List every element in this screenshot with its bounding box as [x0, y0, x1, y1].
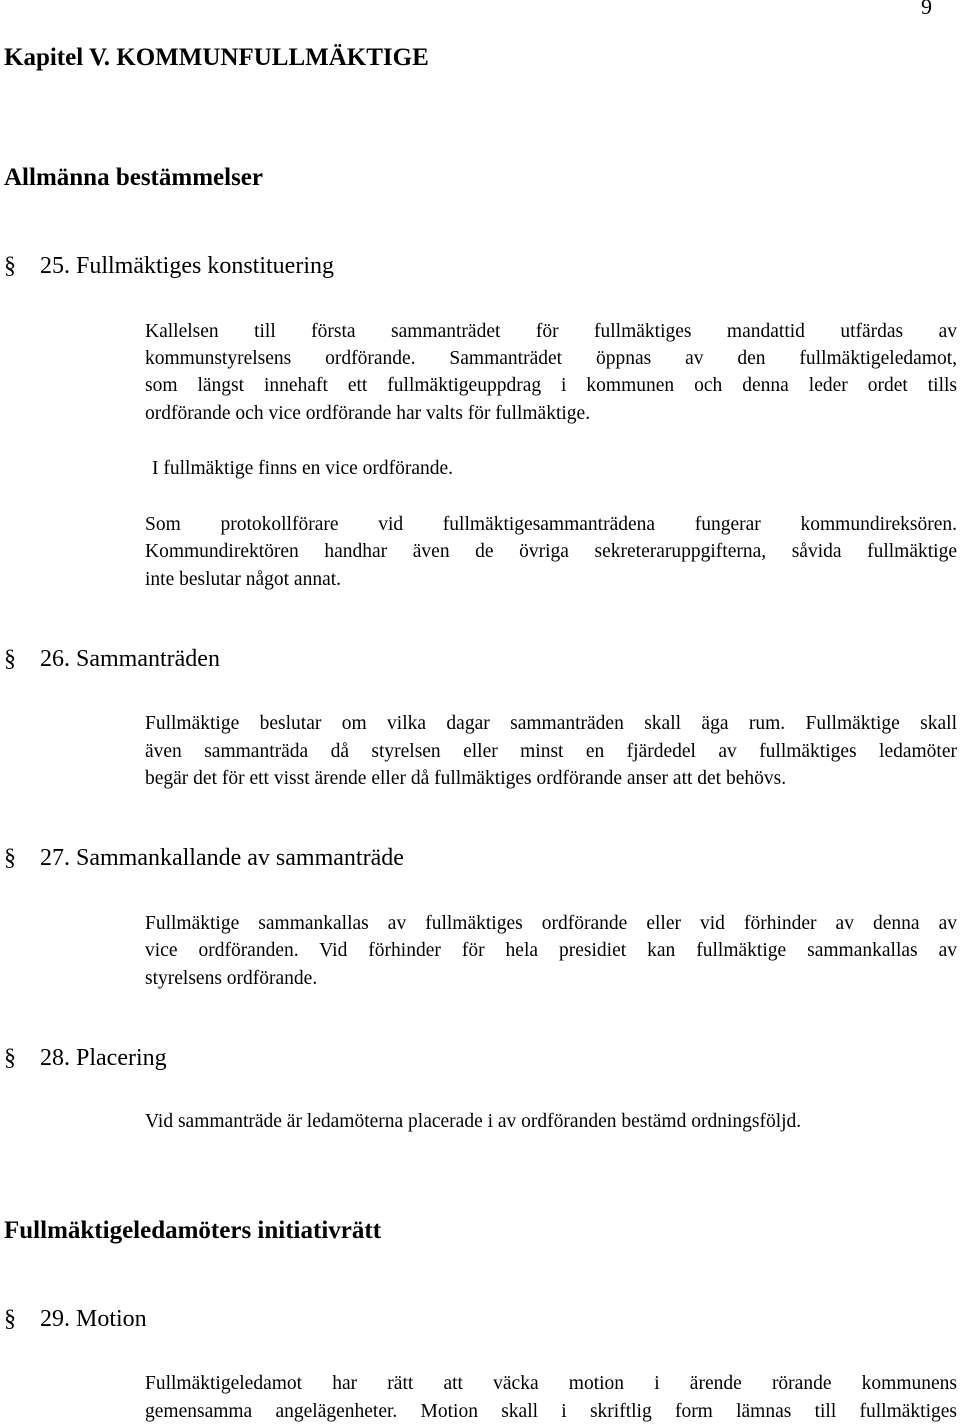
paragraph-heading-text: 29. Motion	[40, 1306, 147, 1332]
paragraph-text-line: som längst innehaft ett fullmäktigeuppdrag i kommunen och denna leder ordet tills	[145, 375, 957, 396]
paragraph-heading-29	[4, 1306, 147, 1333]
paragraph-text-line: Fullmäktige beslutar om vilka dagar sammanträden skall äga rum. Fullmäktige skall	[145, 713, 957, 734]
paragraph-heading-text: 28. Placering	[40, 1045, 167, 1071]
paragraph-text-line: Vid sammanträde är ledamöterna placerade i av ordföranden bestämd ordningsföljd.	[145, 1111, 802, 1132]
paragraph-text-line: vice ordföranden. Vid förhinder för hela presidiet kan fullmäktige sammankallas av	[145, 940, 957, 961]
paragraph-text-line: begär det för ett visst ärende eller då fullmäktiges ordförande anser att det behövs.	[145, 768, 787, 789]
section-sign-icon: §	[4, 646, 16, 672]
paragraph-text-line: Kommundirektören handhar även de övriga sekreteraruppgifterna, såvida fullmäktige	[145, 541, 957, 562]
paragraph-heading-text: 27. Sammankallande av sammanträde	[40, 845, 404, 871]
paragraph-text-line: Kallelsen till första sammanträdet för fullmäktiges mandattid utfärdas av	[145, 321, 957, 342]
section-sign-icon: §	[4, 253, 16, 279]
paragraph-heading-text: 25. Fullmäktiges konstituering	[40, 253, 334, 279]
chapter-title: Kapitel V. KOMMUNFULLMÄKTIGE	[4, 44, 429, 71]
paragraph-text-line: inte beslutar något annat.	[145, 569, 342, 590]
paragraph-text-line: även sammanträda då styrelsen eller minst en fjärdedel av fullmäktiges ledamöter	[145, 741, 957, 762]
paragraph-heading-27	[4, 845, 404, 872]
paragraph-text-line: styrelsens ordförande.	[145, 968, 318, 989]
paragraph-text-line: I fullmäktige finns en vice ordförande.	[152, 458, 454, 479]
paragraph-text-line: gemensamma angelägenheter. Motion skall i skriftlig form lämnas till fullmäktiges	[145, 1401, 957, 1422]
paragraph-text-line: ordförande och vice ordförande har valts för fullmäktige.	[145, 403, 591, 424]
paragraph-text-line: Fullmäktigeledamot har rätt att väcka motion i ärende rörande kommunens	[145, 1373, 957, 1394]
paragraph-text-line: kommunstyrelsens ordförande. Sammanträdet öppnas av den fullmäktigeledamot,	[145, 348, 957, 369]
section-sign-icon: §	[4, 1045, 16, 1071]
paragraph-text-line: Fullmäktige sammankallas av fullmäktiges ordförande eller vid förhinder av denna av	[145, 913, 957, 934]
section-sign-icon: §	[4, 1306, 16, 1332]
section-title-general: Allmänna bestämmelser	[4, 164, 263, 191]
paragraph-heading-26	[4, 646, 220, 673]
section-sign-icon: §	[4, 845, 16, 871]
paragraph-heading-text: 26. Sammanträden	[40, 646, 220, 672]
section-title-initiative: Fullmäktigeledamöters initiativrätt	[4, 1217, 382, 1244]
page-number: 9	[921, 0, 932, 19]
paragraph-text-line: Som protokollförare vid fullmäktigesammanträdena fungerar kommundireksören.	[145, 514, 957, 535]
paragraph-heading-28	[4, 1045, 167, 1072]
paragraph-heading-25	[4, 253, 334, 280]
